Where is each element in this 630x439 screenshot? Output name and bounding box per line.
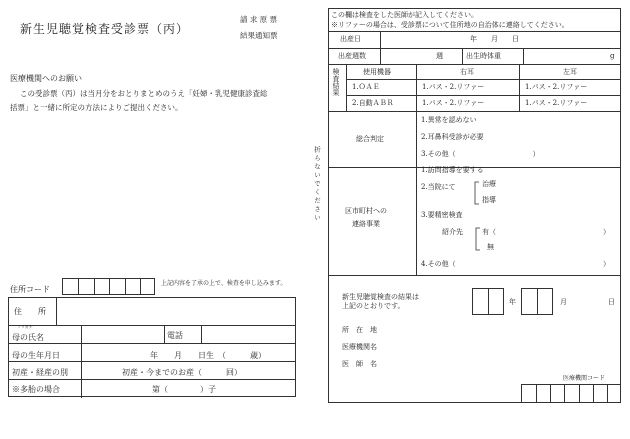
birth-weight-field[interactable] <box>526 49 606 63</box>
municipal-option-2-guidance[interactable]: 指導 <box>482 196 496 204</box>
municipal-option-3[interactable]: 3.要精密検査 <box>421 211 463 219</box>
municipal-label-line2: 連絡事業 <box>352 220 380 228</box>
multiple-birth-value[interactable]: 第（ ）子 <box>152 385 216 394</box>
referral-note: ※リファーの場合は、受診票について住所地の自治体に連絡してください。 <box>331 21 569 29</box>
phone-field[interactable] <box>202 326 294 342</box>
right-ear-aabr-result[interactable]: 1.パス・2.リファー <box>422 99 485 107</box>
device-oae: 1.ＯＡＥ <box>352 83 380 91</box>
birthdate-value[interactable]: 年 月 日生 （ 歳） <box>150 351 266 360</box>
clinic-name-label: 医療機関名 <box>342 343 377 351</box>
address-label: 住 所 <box>14 307 46 316</box>
device-aabr: 2.自動ＡＢＲ <box>352 99 394 107</box>
request-heading: 医療機関へのお願い <box>10 74 82 83</box>
left-ear-oae-result[interactable]: 1.パス・2.リファー <box>525 83 588 91</box>
col-right-ear-header: 右耳 <box>460 68 474 76</box>
fold-note: 折らないでください <box>313 146 321 223</box>
overall-option-1[interactable]: 1.異常を認めない <box>421 116 477 124</box>
birth-date-label: 出産日 <box>340 35 361 43</box>
report-month-label: 月 <box>560 298 567 306</box>
municipal-label-line1: 区市町村への <box>345 207 387 215</box>
mother-name-ruby: フリガナ <box>17 324 33 329</box>
parity-value[interactable]: 初産・今までのお産（ 回） <box>122 368 242 377</box>
municipal-option-4[interactable]: 4.その他（ <box>421 260 456 268</box>
clinic-location-label: 所 在 地 <box>342 326 377 334</box>
copy-original-label: 請 求 原 票 <box>240 15 278 24</box>
gest-weeks-unit: 週 <box>436 52 443 60</box>
mother-name-label: 母の氏名 <box>12 333 44 342</box>
birthdate-label: 母の生年月日 <box>12 351 60 360</box>
municipal-option-2-treatment[interactable]: 治療 <box>482 180 496 188</box>
overall-option-3[interactable]: 3.その他（ ） <box>421 150 540 158</box>
request-body-line1: この受診票（丙）は当月分をおとりまとめのうえ「妊婦・乳児健康診査総 <box>20 89 268 98</box>
parity-label: 初産・経産の別 <box>12 368 68 377</box>
overall-judgement-label: 総合判定 <box>356 135 384 143</box>
mother-name-field[interactable] <box>82 326 162 342</box>
birth-weight-unit: g <box>610 52 615 60</box>
left-ear-aabr-result[interactable]: 1.パス・2.リファー <box>525 99 588 107</box>
request-body-line2: 括票」と一緒に所定の方法によりご提出ください。 <box>10 103 183 112</box>
bracket-icon <box>472 180 482 206</box>
address-code-boxes[interactable] <box>62 278 155 295</box>
municipal-option-4-close: ） <box>603 260 610 268</box>
referral-dest-yes[interactable]: 有（ <box>482 228 496 236</box>
doctor-name-label: 医 師 名 <box>342 360 377 368</box>
doctor-note: この欄は検査をした医師が記入してください。 <box>331 11 478 19</box>
report-line2: 上記のとおりです。 <box>342 302 405 310</box>
gest-weeks-label: 出産週数 <box>338 52 366 60</box>
referral-dest-label: 紹介先 <box>442 228 463 236</box>
phone-label: 電話 <box>167 331 183 340</box>
report-line1: 新生児聴覚検査の結果は <box>342 293 419 301</box>
referral-dest-no[interactable]: 無 <box>487 243 494 251</box>
report-day-label: 日 <box>608 298 615 306</box>
multiple-birth-label: ※多胎の場合 <box>12 385 60 394</box>
clinic-code-boxes[interactable] <box>521 384 621 403</box>
address-code-label: 住所コード <box>10 285 50 294</box>
overall-option-2[interactable]: 2.耳鼻科受診が必要 <box>421 133 484 141</box>
birth-weight-label: 出生時体重 <box>466 52 501 60</box>
birth-date-value[interactable]: 年 月 日 <box>470 35 519 43</box>
col-left-ear-header: 左耳 <box>563 68 577 76</box>
gest-weeks-field[interactable] <box>382 49 432 63</box>
form-title: 新生児聴覚検査受診票（丙） <box>20 22 190 36</box>
right-ear-oae-result[interactable]: 1.パス・2.リファー <box>422 83 485 91</box>
address-field[interactable] <box>58 299 294 323</box>
clinic-code-label: 医療機関コード <box>563 375 606 382</box>
copy-notice-label: 結果通知票 <box>240 31 278 40</box>
referral-dest-yes-close: ） <box>603 228 610 236</box>
col-device-header: 使用機器 <box>363 68 391 76</box>
consent-note: 上記内容を了承の上で、検査を申し込みます。 <box>161 280 287 287</box>
results-side-label: 検査結果 <box>332 68 340 96</box>
report-year-label: 年 <box>509 298 516 306</box>
report-year-box[interactable] <box>472 288 504 315</box>
municipal-option-1[interactable]: 1.訪問指導を要する <box>421 166 484 174</box>
municipal-option-2[interactable]: 2.当院にて <box>421 183 456 191</box>
report-month-box[interactable] <box>521 288 553 315</box>
